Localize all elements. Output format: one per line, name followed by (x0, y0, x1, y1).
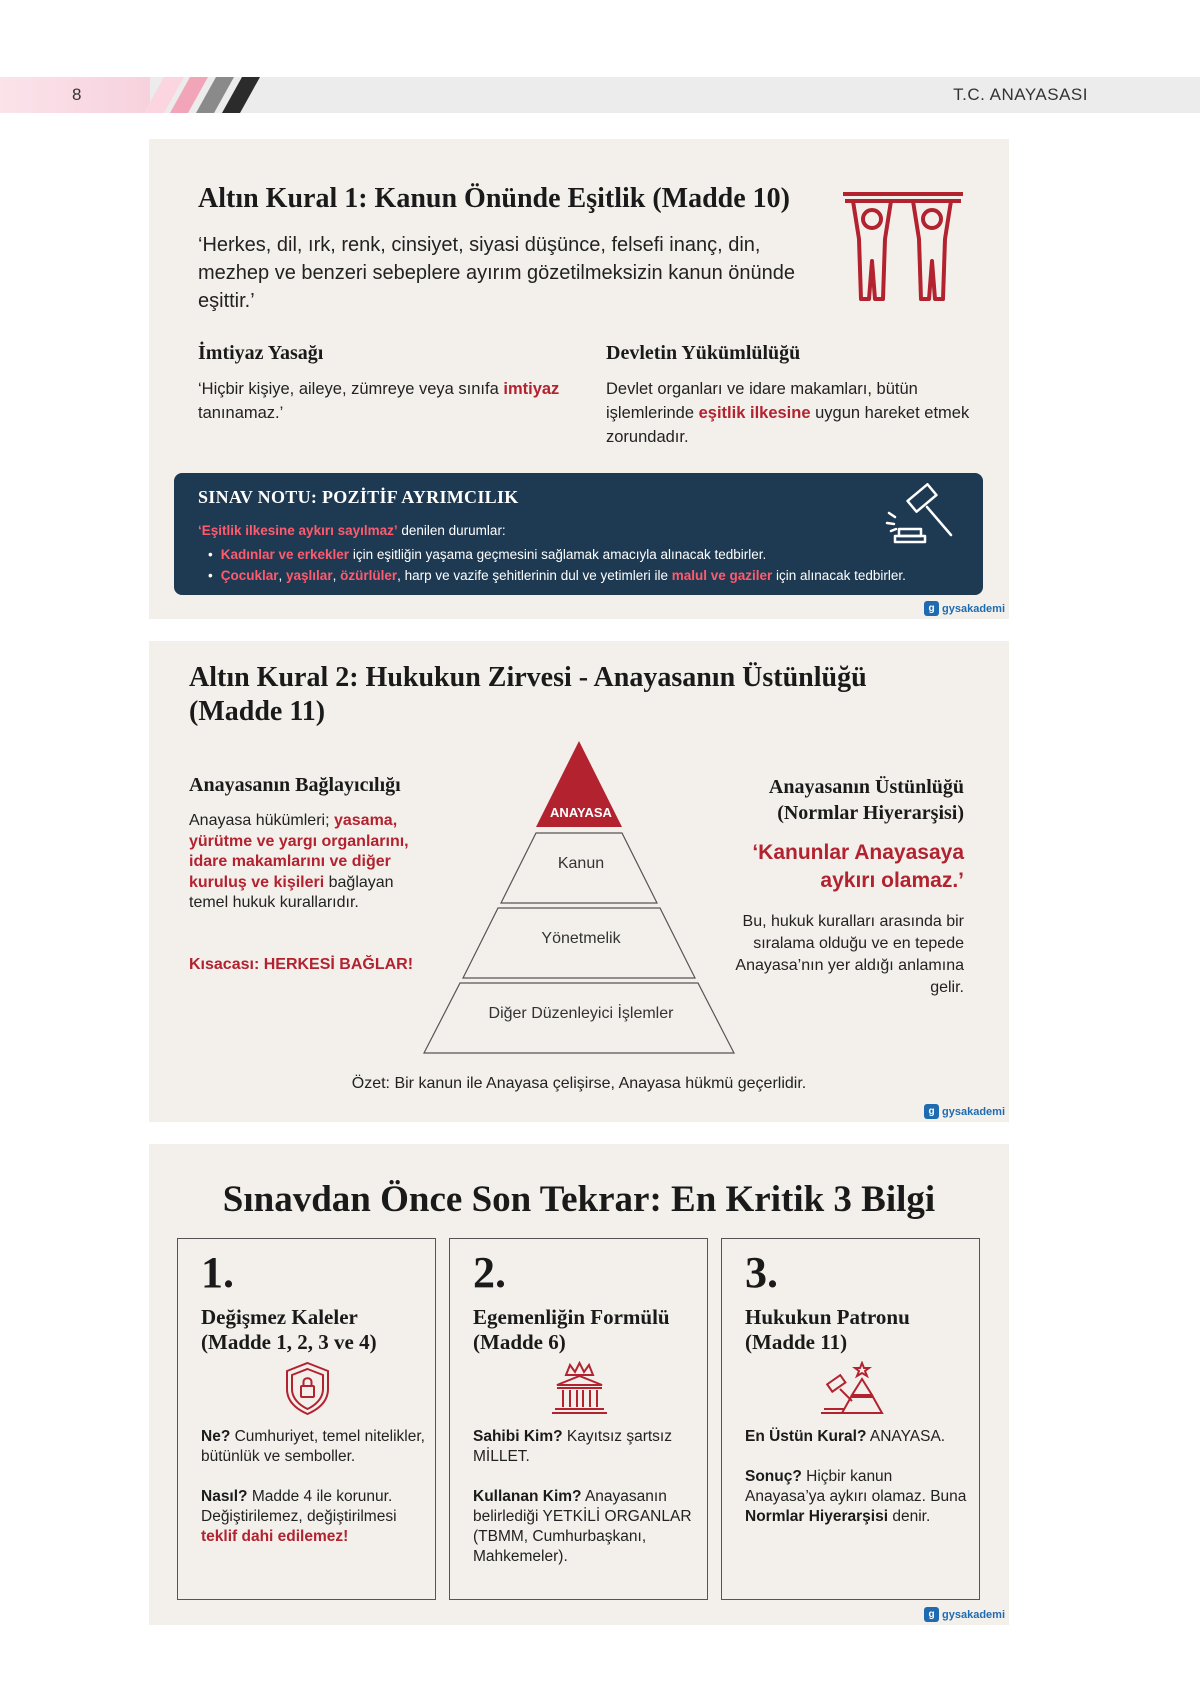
supremacy-text: Bu, hukuk kuralları arasında bir sıralama olduğu ve en tepede Anayasa’nın yer aldığı anlamına gelir. (735, 913, 964, 996)
final-review-panel (149, 1144, 1009, 1625)
supremacy-heading-line1: Anayasanın Üstünlüğü (768, 776, 964, 798)
pyramid-label-yonetmelik: Yönetmelik (541, 930, 621, 947)
shield-lock-icon (178, 1361, 437, 1415)
exam-note-intro-rest: denilen durumlar: (397, 523, 506, 538)
supremacy-heading (769, 774, 964, 826)
document-title: T.C. ANAYASASI (953, 85, 1088, 104)
card-answer: Madde 4 ile korunur. Değiştirilemez, değiştirilmesi (201, 1488, 397, 1525)
card-question: Nasıl? (201, 1488, 248, 1505)
card-question: Kullanan Kim? (473, 1488, 582, 1505)
card-answer: Cumhuriyet, temel nitelikler, bütünlük ve semboller. (201, 1428, 425, 1465)
card-qa-1 (745, 1427, 970, 1447)
card-qa-2 (473, 1487, 698, 1567)
rule1-title: Altın Kural 1: Kanun Önünde Eşitlik (Madde 10) (198, 183, 791, 214)
gavel-pyramid-icon (722, 1361, 981, 1415)
brand-logo-icon: g (924, 601, 939, 616)
page-header (0, 77, 1200, 113)
note-item2-highlight-2: yaşlılar (286, 568, 333, 583)
card-title: Egemenliğin Formülü (Madde 6) (473, 1305, 670, 1354)
binding-highlight: yasama, yürütme ve yargı organlarını, idare makamlarını ve diğer kuruluş ve kişileri (189, 812, 409, 891)
binding-summary: Kısacası: HERKESİ BAĞLAR! (189, 956, 414, 973)
supremacy-summary: Özet: Bir kanun ile Anayasa çelişirse, Anayasa hükmü geçerlidir. (351, 1075, 807, 1092)
card-answer: Kayıtsız şartsız MİLLET. (473, 1428, 672, 1465)
state-obligation-text (606, 377, 976, 449)
note-item2-sep-1: , (278, 568, 287, 583)
state-obligation-heading: Devletin Yükümlülüğü (606, 342, 801, 364)
pyramid-label-kanun: Kanun (557, 855, 605, 872)
list-item (208, 544, 906, 565)
card-qa-1 (473, 1427, 698, 1467)
binding-text-post: bağlayan temel hukuk kurallarıdır. (189, 873, 394, 911)
card-answer-bold: Normlar Hiyerarşisi (745, 1508, 889, 1525)
rule1-quote: ‘Herkes, dil, ırk, renk, cinsiyet, siyasi düşünce, felsefi inanç, din, mezhep ve benzeri sebeplere ayırım gözetilmeksizin kanun önünde eşittir.’ (198, 234, 796, 312)
card-qa-2 (201, 1487, 426, 1547)
card-answer: ANAYASA. (866, 1428, 946, 1445)
card-answer: Hiçbir kanun Anayasa’ya aykırı olamaz. Buna (745, 1468, 967, 1505)
note-item1-rest: için eşitliğin yaşama geçmesini sağlamak amacıyla alınacak tedbirler. (349, 547, 767, 562)
supremacy-rule-panel (149, 641, 1009, 1122)
final-review-title: Sınavdan Önce Son Tekrar: En Kritik 3 Bilgi (222, 1179, 936, 1220)
review-card-2 (449, 1238, 708, 1600)
card-qa-1 (201, 1427, 426, 1467)
exam-note-box (174, 473, 983, 595)
rule2-title: Altın Kural 2: Hukukun Zirvesi - Anayasanın Üstünlüğü (Madde 11) (189, 662, 867, 727)
exam-note-heading: SINAV NOTU: POZİTİF AYRIMCILIK (198, 487, 519, 507)
card-qa-2 (745, 1467, 970, 1527)
pyramid-label-anayasa: ANAYASA (550, 805, 612, 820)
privilege-text-post: tanınamaz.’ (198, 404, 284, 422)
equal-people-icon (839, 189, 969, 304)
card-text (473, 1427, 698, 1587)
privilege-text-pre: ‘Hiçbir kişiye, aileye, zümreye veya sınıfa (198, 380, 504, 398)
card-answer-end: denir. (888, 1508, 931, 1525)
card-title: Değişmez Kaleler (Madde 1, 2, 3 ve 4) (201, 1305, 377, 1354)
brand-name: gysakademi (942, 1608, 1005, 1621)
card-number: 3. (745, 1248, 778, 1297)
card-text (201, 1427, 426, 1567)
privilege-highlight: imtiyaz (503, 380, 560, 398)
note-item2-end: için alınacak tedbirler. (772, 568, 906, 583)
crown-building-icon (450, 1361, 709, 1415)
brand-logo-icon: g (924, 1607, 939, 1622)
gavel-icon (885, 483, 961, 553)
note-item2-highlight-4: malul ve gaziler (671, 568, 773, 583)
binding-text (189, 811, 424, 914)
privilege-ban-text (198, 377, 578, 425)
note-item2-highlight-1: Çocuklar (220, 568, 279, 583)
card-answer: Anayasanın belirlediği YETKİLİ ORGANLAR (TBMM, Cumhurbaşkanı, Mahkemeler). (473, 1488, 692, 1565)
supremacy-heading-line2: (Normlar Hiyerarşisi) (777, 802, 964, 824)
supremacy-quote (752, 839, 964, 895)
card-question: Ne? (201, 1428, 231, 1445)
brand-logo (924, 1607, 1005, 1622)
binding-heading: Anayasanın Bağlayıcılığı (189, 774, 401, 796)
note-item1-highlight: Kadınlar ve erkekler (220, 547, 350, 562)
state-text-pre: Devlet organları ve idare makamları, bütün işlemlerinde (606, 380, 918, 422)
card-title: Hukukun Patronu (Madde 11) (745, 1305, 910, 1354)
privilege-ban-heading: İmtiyaz Yasağı (198, 342, 324, 364)
exam-note-intro (198, 523, 506, 538)
binding-text-pre: Anayasa hükümleri; (189, 812, 334, 829)
review-card-1 (177, 1238, 436, 1600)
state-highlight: eşitlik ilkesine (698, 404, 811, 422)
exam-note-list (208, 544, 906, 586)
note-item2-sep-2: , (332, 568, 341, 583)
header-stripes-decoration (130, 77, 280, 113)
card-question: En Üstün Kural? (745, 1428, 867, 1445)
review-card-3 (721, 1238, 980, 1600)
brand-name: gysakademi (942, 1105, 1005, 1118)
supremacy-quote-line2: aykırı olamaz.’ (820, 869, 964, 892)
brand-logo (924, 1104, 1005, 1119)
list-item (208, 565, 906, 586)
brand-name: gysakademi (942, 602, 1005, 615)
page-number: 8 (72, 85, 82, 104)
supremacy-quote-line1: ‘Kanunlar Anayasaya (752, 841, 964, 864)
equality-rule-panel (149, 139, 1009, 619)
card-text (745, 1427, 970, 1547)
card-number: 1. (201, 1248, 234, 1297)
card-question: Sahibi Kim? (473, 1428, 563, 1445)
card-number: 2. (473, 1248, 506, 1297)
brand-logo-icon: g (924, 1104, 939, 1119)
brand-logo (924, 601, 1005, 616)
note-item2-highlight-3: özürlüler (340, 568, 398, 583)
card-answer-highlight: teklif dahi edilemez! (201, 1528, 349, 1545)
card-question: Sonuç? (745, 1468, 802, 1485)
pyramid-label-diger: Diğer Düzenleyici İşlemler (488, 1005, 674, 1022)
state-text-post: uygun hareket etmek zorundadır. (606, 404, 970, 446)
exam-note-intro-highlight: ‘Eşitlik ilkesine aykırı sayılmaz’ (198, 523, 398, 538)
note-item2-mid: , harp ve vazife şehitlerinin dul ve yetimleri ile (397, 568, 672, 583)
